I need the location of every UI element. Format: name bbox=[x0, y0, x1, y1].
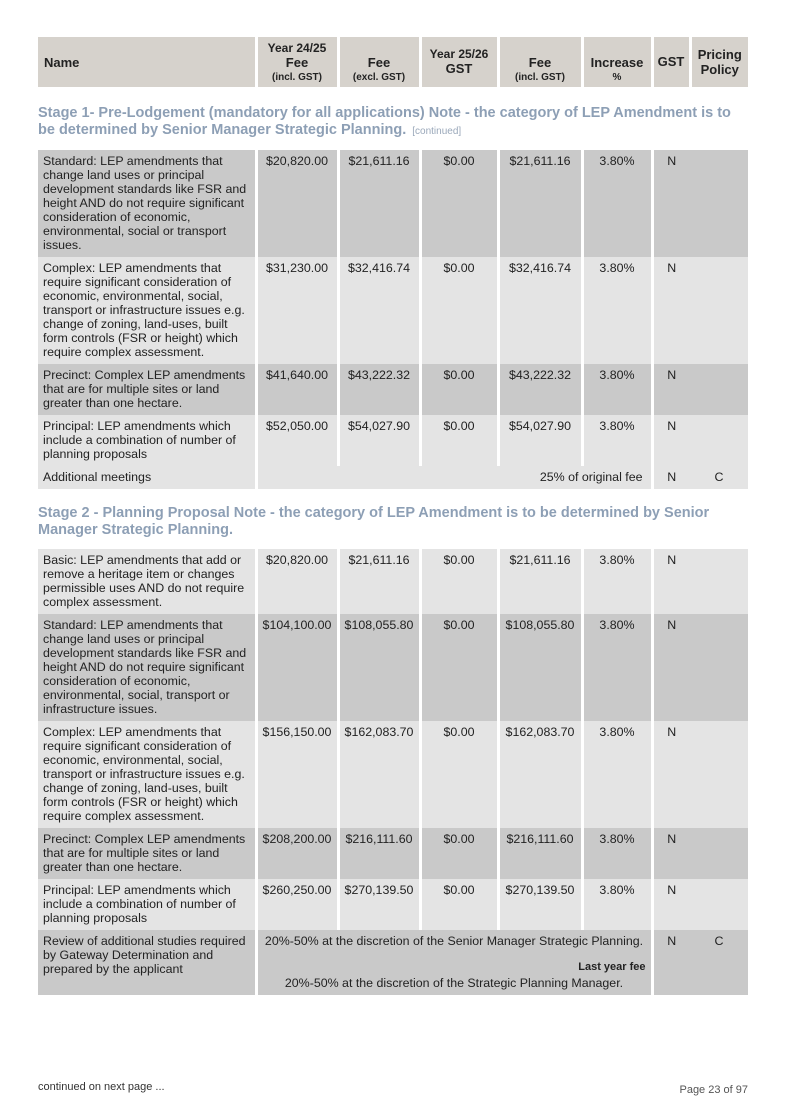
row-pricing-policy: C bbox=[690, 930, 748, 995]
header-fee-excl: Fee (excl. GST) bbox=[338, 37, 420, 87]
row-name: Additional meetings bbox=[38, 466, 256, 489]
row-pricing-policy bbox=[690, 415, 748, 466]
row-prev-fee: $31,230.00 bbox=[256, 257, 338, 364]
row-name: Review of additional studies required by Gateway Determination and prepared by the applicant bbox=[38, 930, 256, 995]
table-row bbox=[38, 257, 748, 364]
stage1-heading: Stage 1- Pre-Lodgement (mandatory for all applications) Note - the category of LEP Amendment is to be determined by Senior Manager Strategic Planning. [continued] bbox=[38, 105, 731, 138]
last-year-label: Last year fee bbox=[578, 961, 646, 973]
row-gst-flag: N bbox=[652, 879, 690, 930]
row-gst: $0.00 bbox=[420, 415, 498, 466]
row-fee-excl: $32,416.74 bbox=[338, 257, 420, 364]
row-pricing-policy bbox=[690, 614, 748, 721]
row-pricing-policy bbox=[690, 257, 748, 364]
row-gst: $0.00 bbox=[420, 828, 498, 879]
row-name: Standard: LEP amendments that change land uses or principal development standards like FSR and height AND do not require significant consideration of economic, environmental, social, transport or infrastructure issues. bbox=[38, 614, 256, 721]
row-gst-flag: N bbox=[652, 466, 690, 489]
row-gst: $0.00 bbox=[420, 721, 498, 828]
row-gst: $0.00 bbox=[420, 257, 498, 364]
stage1-fee-table bbox=[38, 150, 748, 489]
row-fee-excl: $108,055.80 bbox=[338, 614, 420, 721]
row-fee-incl: $32,416.74 bbox=[498, 257, 582, 364]
row-fee-incl: $108,055.80 bbox=[498, 614, 582, 721]
table-row-review bbox=[38, 930, 748, 995]
row-gst: $0.00 bbox=[420, 614, 498, 721]
header-gst: Year 25/26 GST bbox=[420, 37, 498, 87]
table-row bbox=[38, 879, 748, 930]
row-prev-fee: $20,820.00 bbox=[256, 150, 338, 257]
row-pricing-policy bbox=[690, 879, 748, 930]
row-fee-incl: $216,111.60 bbox=[498, 828, 582, 879]
table-row-additional-meetings bbox=[38, 466, 748, 489]
row-name: Complex: LEP amendments that require significant consideration of economic, environmental, social, transport or infrastructure issues e.g. change of zoning, land-uses, built form controls (FSR or height) which require complex assessment. bbox=[38, 721, 256, 828]
header-gst-flag: GST bbox=[652, 37, 690, 87]
continued-note: continued on next page ... bbox=[38, 1081, 165, 1093]
row-gst: $0.00 bbox=[420, 549, 498, 614]
row-pricing-policy bbox=[690, 150, 748, 257]
row-gst: $0.00 bbox=[420, 364, 498, 415]
row-prev-fee: $208,200.00 bbox=[256, 828, 338, 879]
header-increase: Increase % bbox=[582, 37, 652, 87]
row-pricing-policy bbox=[690, 828, 748, 879]
row-fee-excl: $21,611.16 bbox=[338, 150, 420, 257]
row-prev-fee: $52,050.00 bbox=[256, 415, 338, 466]
row-fee-excl: $21,611.16 bbox=[338, 549, 420, 614]
row-name: Principal: LEP amendments which include a combination of number of planning proposals bbox=[38, 415, 256, 466]
row-gst-flag: N bbox=[652, 364, 690, 415]
row-gst: $0.00 bbox=[420, 879, 498, 930]
row-gst-flag: N bbox=[652, 930, 690, 995]
header-prev-year: Year 24/25 bbox=[267, 40, 327, 55]
row-fee-excl: $162,083.70 bbox=[338, 721, 420, 828]
row-gst: $0.00 bbox=[420, 150, 498, 257]
row-name: Precinct: Complex LEP amendments that are for multiple sites or land greater than one hectare. bbox=[38, 828, 256, 879]
row-name: Complex: LEP amendments that require significant consideration of economic, environmental, social, transport or infrastructure issues e.g. change of zoning, land-uses, built form controls (FSR or height) which require complex assessment. bbox=[38, 257, 256, 364]
row-name: Standard: LEP amendments that change land uses or principal development standards like FSR and height AND do not require significant consideration of economic, environmental, social or transport issues. bbox=[38, 150, 256, 257]
row-gst-flag: N bbox=[652, 549, 690, 614]
row-prev-fee: $260,250.00 bbox=[256, 879, 338, 930]
row-prev-fee: $104,100.00 bbox=[256, 614, 338, 721]
header-fee-incl: Fee (incl. GST) bbox=[498, 37, 582, 87]
row-gst-flag: N bbox=[652, 257, 690, 364]
row-increase: 3.80% bbox=[582, 614, 652, 721]
row-fee-incl: $21,611.16 bbox=[498, 150, 582, 257]
fee-schedule-page bbox=[38, 37, 748, 1011]
table-row bbox=[38, 721, 748, 828]
row-increase: 3.80% bbox=[582, 721, 652, 828]
header-prev-fee: Year 24/25 Fee (incl. GST) bbox=[256, 37, 338, 87]
table-row bbox=[38, 828, 748, 879]
row-increase: 3.80% bbox=[582, 364, 652, 415]
row-name: Precinct: Complex LEP amendments that are for multiple sites or land greater than one hectare. bbox=[38, 364, 256, 415]
row-increase: 3.80% bbox=[582, 150, 652, 257]
row-fee-incl: $270,139.50 bbox=[498, 879, 582, 930]
row-fee bbox=[256, 930, 652, 995]
header-curr-year: Year 25/26 bbox=[429, 47, 489, 61]
row-fee-incl: $54,027.90 bbox=[498, 415, 582, 466]
header-name: Name bbox=[38, 37, 256, 87]
row-gst-flag: N bbox=[652, 614, 690, 721]
row-pricing-policy bbox=[690, 549, 748, 614]
row-gst-flag: N bbox=[652, 721, 690, 828]
row-increase: 3.80% bbox=[582, 828, 652, 879]
row-gst-flag: N bbox=[652, 828, 690, 879]
row-fee-excl: $43,222.32 bbox=[338, 364, 420, 415]
row-name: Principal: LEP amendments which include a combination of number of planning proposals bbox=[38, 879, 256, 930]
row-gst-flag: N bbox=[652, 415, 690, 466]
row-prev-fee: $156,150.00 bbox=[256, 721, 338, 828]
table-row bbox=[38, 364, 748, 415]
stage2-heading: Stage 2 - Planning Proposal Note - the category of LEP Amendment is to be determined by Senior Manager Strategic Planning. bbox=[38, 505, 710, 538]
stage2-fee-table bbox=[38, 549, 748, 995]
row-fee-incl: $21,611.16 bbox=[498, 549, 582, 614]
table-row bbox=[38, 614, 748, 721]
row-fee: 25% of original fee bbox=[256, 466, 652, 489]
row-fee-incl: $43,222.32 bbox=[498, 364, 582, 415]
row-fee-excl: $54,027.90 bbox=[338, 415, 420, 466]
row-increase: 3.80% bbox=[582, 549, 652, 614]
continued-label: [continued] bbox=[412, 126, 462, 137]
row-fee-incl: $162,083.70 bbox=[498, 721, 582, 828]
page-number: Page 23 of 97 bbox=[679, 1084, 748, 1096]
header-pricing-policy: Pricing Policy bbox=[690, 37, 748, 87]
row-pricing-policy bbox=[690, 364, 748, 415]
row-prev-fee: $20,820.00 bbox=[256, 549, 338, 614]
row-prev-fee: $41,640.00 bbox=[256, 364, 338, 415]
table-row bbox=[38, 415, 748, 466]
row-increase: 3.80% bbox=[582, 257, 652, 364]
table-row bbox=[38, 549, 748, 614]
row-increase: 3.80% bbox=[582, 879, 652, 930]
table-row bbox=[38, 150, 748, 257]
row-increase: 3.80% bbox=[582, 415, 652, 466]
row-gst-flag: N bbox=[652, 150, 690, 257]
row-pricing-policy: C bbox=[690, 466, 748, 489]
column-header bbox=[38, 37, 748, 87]
row-fee-excl: $270,139.50 bbox=[338, 879, 420, 930]
row-pricing-policy bbox=[690, 721, 748, 828]
row-fee-excl: $216,111.60 bbox=[338, 828, 420, 879]
last-year-fee: 20%-50% at the discretion of the Strategic Planning Manager. bbox=[284, 976, 624, 990]
review-fee: 20%-50% at the discretion of the Senior Manager Strategic Planning. bbox=[264, 934, 644, 948]
row-name: Basic: LEP amendments that add or remove a heritage item or changes permissible uses AND do not require complex assessment. bbox=[38, 549, 256, 614]
